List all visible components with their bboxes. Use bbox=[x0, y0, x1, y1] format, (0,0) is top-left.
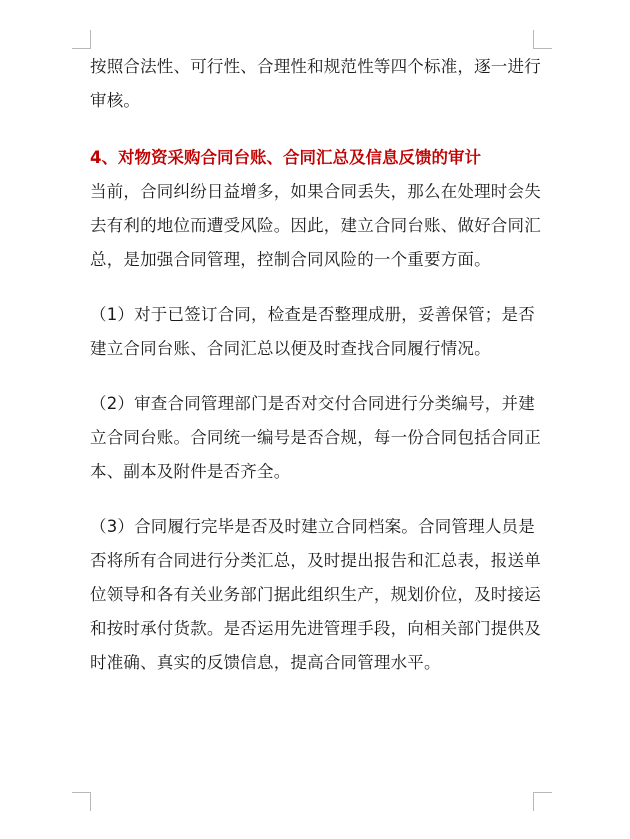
section-heading: 4、对物资采购合同台账、合同汇总及信息反馈的审计 bbox=[90, 148, 481, 167]
review-item-2: （2）审查合同管理部门是否对交付合同进行分类编号，并建立合同台账。合同统一编号是否合规，每一份合同包括合同正本、副本及附件是否齐全。 bbox=[90, 394, 541, 481]
review-item-3: （3）合同履行完毕是否及时建立合同档案。合同管理人员是否将所有合同进行分类汇总，及时提出报告和汇总表，报送单位领导和各有关业务部门据此组织生产，规划价位，及时接运和按时承付货款。是否运用先进管理手段，向相关部门提供及时准确、真实的反馈信息，提高合同管理水平。 bbox=[90, 517, 541, 672]
spacer bbox=[90, 366, 550, 387]
crop-mark-top-right bbox=[533, 30, 552, 49]
crop-mark-bottom-right bbox=[533, 792, 552, 811]
spacer bbox=[90, 489, 550, 510]
intro-paragraph: 按照合法性、可行性、合理性和规范性等四个标准，逐一进行审核。 bbox=[90, 57, 541, 110]
document-body bbox=[90, 50, 550, 680]
section-body-paragraph: 当前，合同纠纷日益增多，如果合同丢失，那么在处理时会失去有利的地位而遭受风险。因此，建立合同台账、做好合同汇总，是加强合同管理，控制合同风险的一个重要方面。 bbox=[90, 182, 541, 269]
crop-mark-bottom-left bbox=[72, 792, 91, 811]
crop-mark-top-left bbox=[72, 30, 91, 49]
review-item-1: （1）对于已签订合同，检查是否整理成册，妥善保管；是否建立合同台账、合同汇总以便及时查找合同履行情况。 bbox=[90, 305, 535, 358]
spacer bbox=[90, 277, 550, 298]
spacer bbox=[90, 118, 550, 141]
